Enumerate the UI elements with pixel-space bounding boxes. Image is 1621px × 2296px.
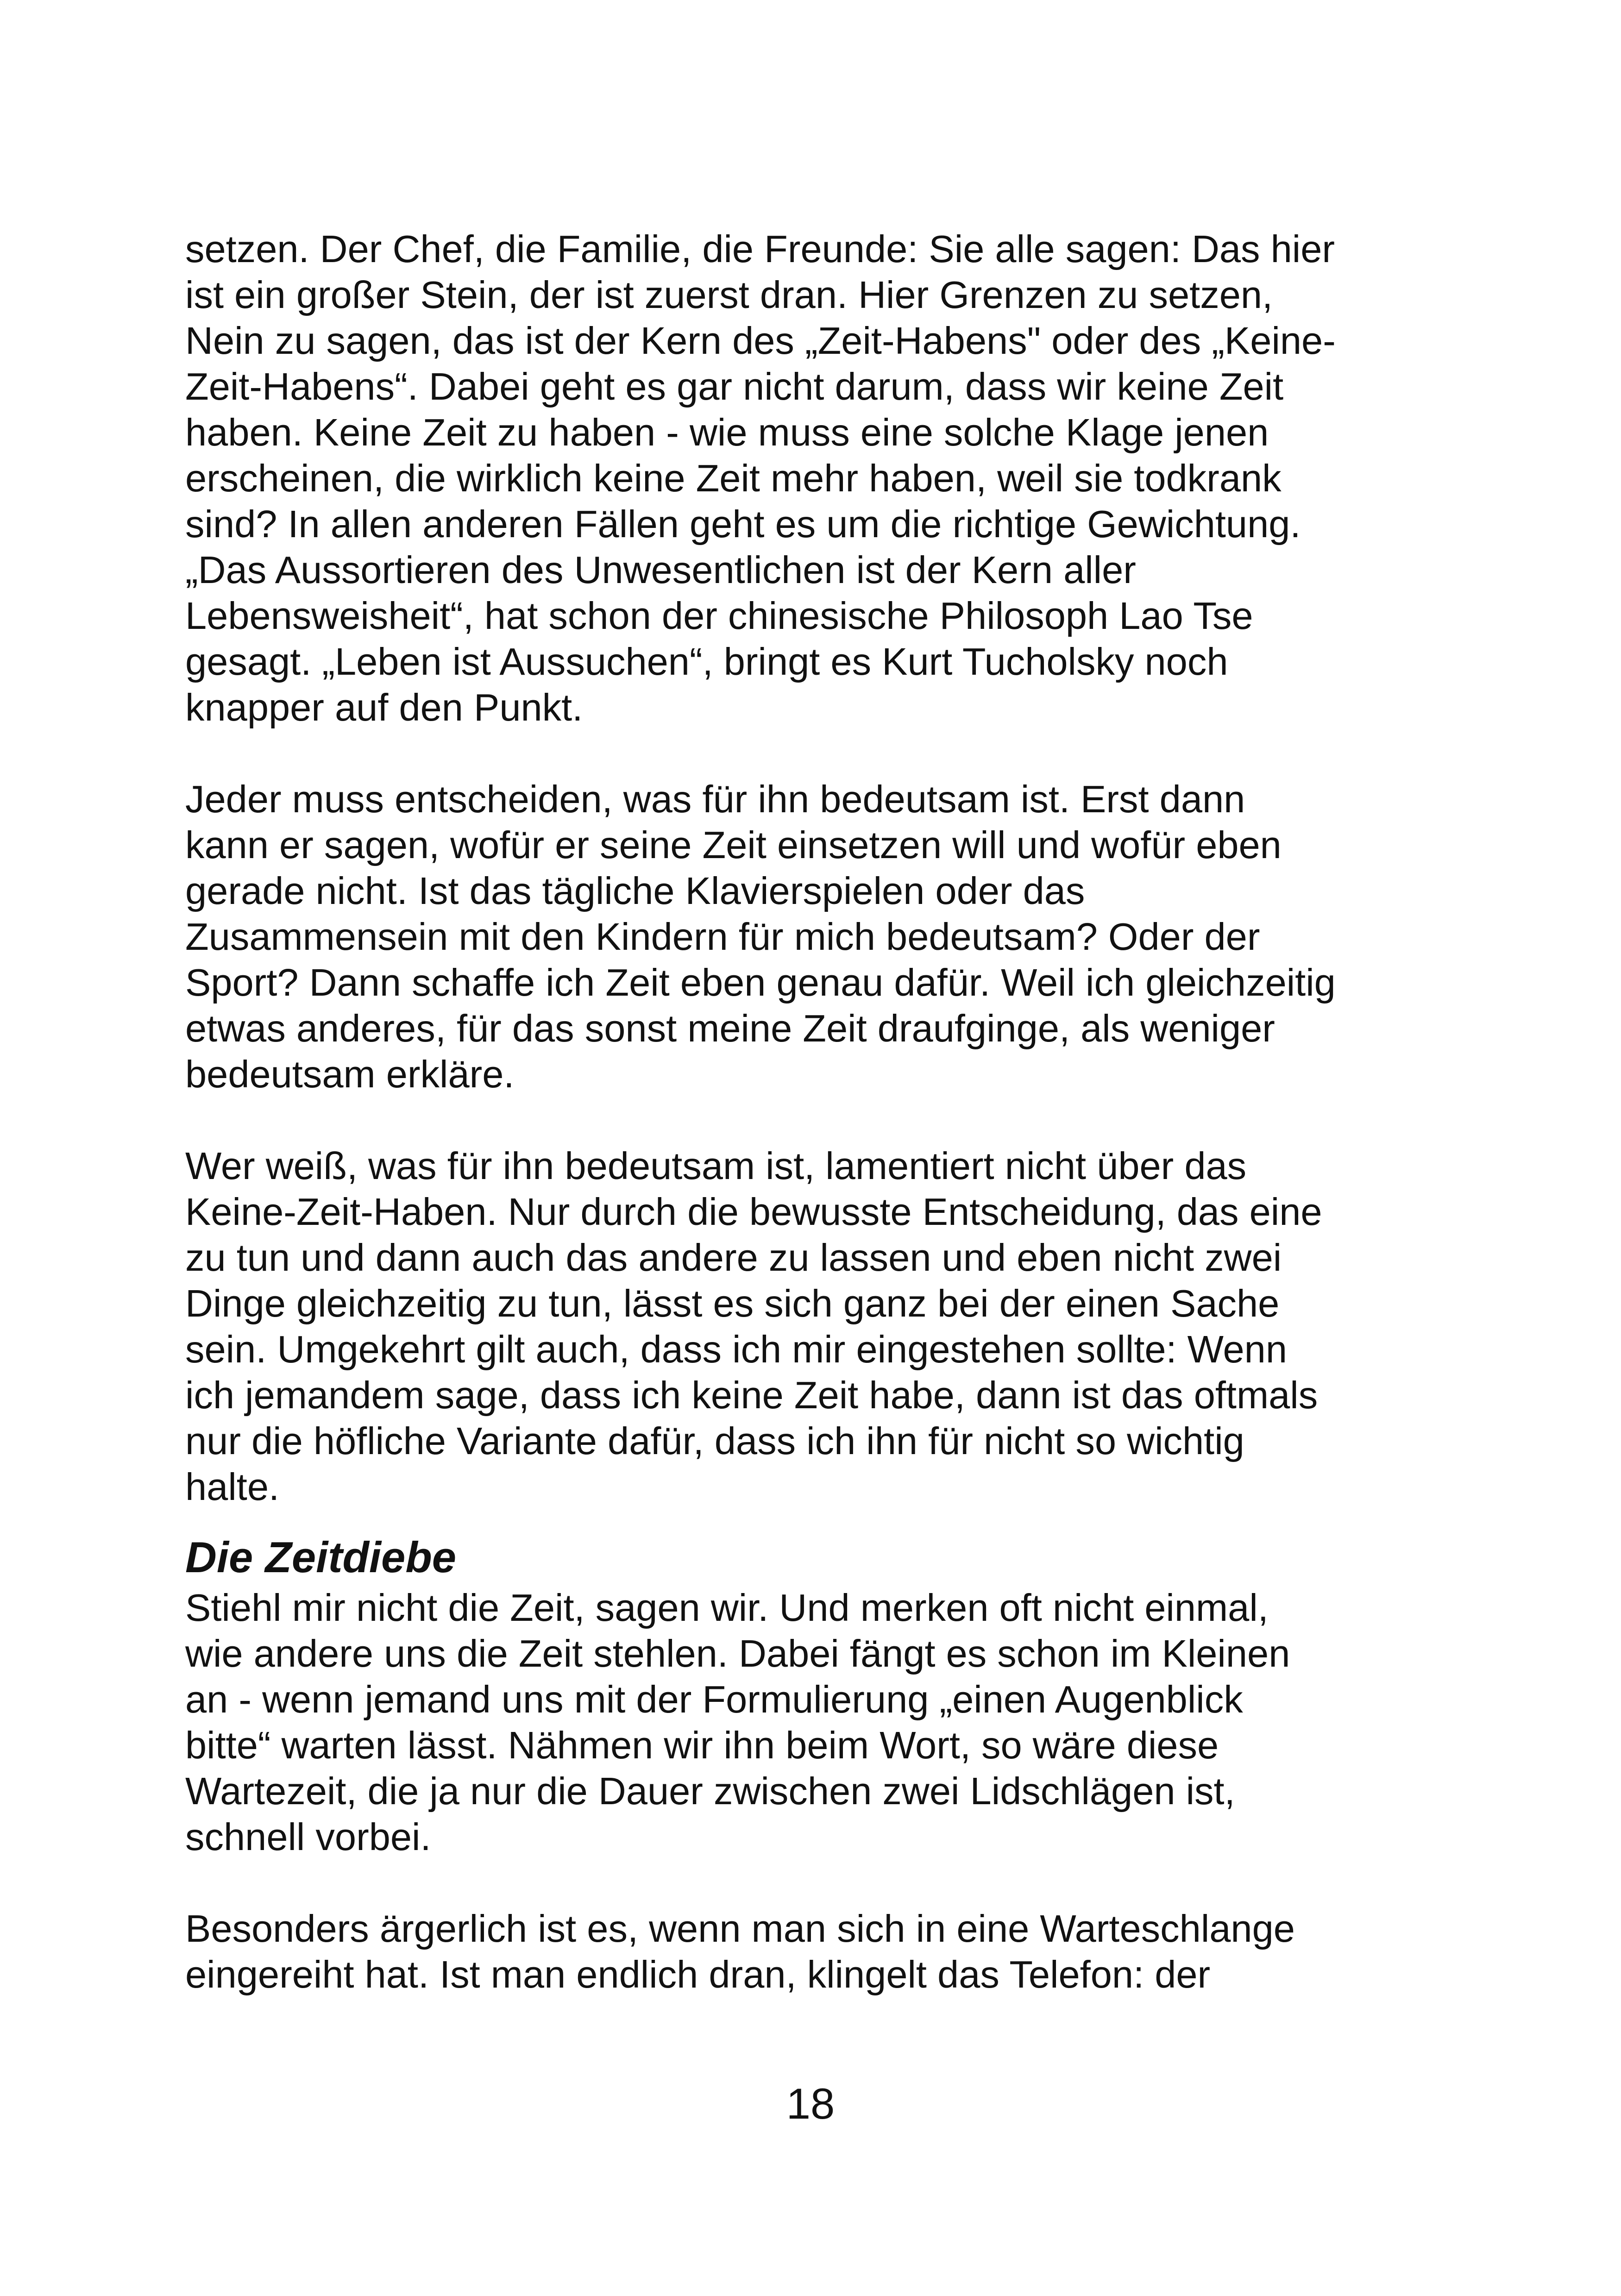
text-line: eingereiht hat. Ist man endlich dran, klingelt das Telefon: der xyxy=(185,1953,1211,1996)
text-line: sind? In allen anderen Fällen geht es um die richtige Gewichtung. xyxy=(185,502,1301,546)
text-line: etwas anderes, für das sonst meine Zeit draufginge, als weniger xyxy=(185,1007,1275,1050)
paragraph-2 xyxy=(185,776,1464,1097)
text-line: wie andere uns die Zeit stehlen. Dabei fängt es schon im Kleinen xyxy=(185,1632,1290,1675)
text-line: ist ein großer Stein, der ist zuerst dran. Hier Grenzen zu setzen, xyxy=(185,273,1273,316)
text-line: knapper auf den Punkt. xyxy=(185,686,583,729)
text-line: Zusammensein mit den Kindern für mich bedeutsam? Oder der xyxy=(185,915,1260,958)
text-line: Dinge gleichzeitig zu tun, lässt es sich ganz bei der einen Sache xyxy=(185,1282,1280,1325)
text-line: halte. xyxy=(185,1465,280,1508)
text-line: erscheinen, die wirklich keine Zeit mehr haben, weil sie todkrank xyxy=(185,457,1282,500)
text-line: Wer weiß, was für ihn bedeutsam ist, lamentiert nicht über das xyxy=(185,1144,1247,1187)
text-line: sein. Umgekehrt gilt auch, dass ich mir eingestehen sollte: Wenn xyxy=(185,1328,1287,1371)
text-line: Stiehl mir nicht die Zeit, sagen wir. Und merken oft nicht einmal, xyxy=(185,1586,1269,1629)
text-line: Sport? Dann schaffe ich Zeit eben genau dafür. Weil ich gleichzeitig xyxy=(185,961,1336,1004)
text-line: Besonders ärgerlich ist es, wenn man sich in eine Warteschlange xyxy=(185,1907,1295,1950)
text-line: zu tun und dann auch das andere zu lassen und eben nicht zwei xyxy=(185,1236,1282,1279)
text-line: gerade nicht. Ist das tägliche Klavierspielen oder das xyxy=(185,869,1085,912)
text-line: Jeder muss entscheiden, was für ihn bedeutsam ist. Erst dann xyxy=(185,778,1245,821)
body-text xyxy=(185,226,1464,1997)
text-line: Zeit-Habens“. Dabei geht es gar nicht darum, dass wir keine Zeit xyxy=(185,365,1284,408)
text-line: gesagt. „Leben ist Aussuchen“, bringt es Kurt Tucholsky noch xyxy=(185,640,1228,683)
paragraph-1 xyxy=(185,226,1464,730)
text-line: kann er sagen, wofür er seine Zeit einsetzen will und wofür eben xyxy=(185,823,1282,866)
text-line: Lebensweisheit“, hat schon der chinesische Philosoph Lao Tse xyxy=(185,594,1253,637)
text-line: an - wenn jemand uns mit der Formulierung „einen Augenblick xyxy=(185,1678,1243,1721)
section-paragraph-1 xyxy=(185,1585,1464,1860)
text-line: Wartezeit, die ja nur die Dauer zwischen zwei Lidschlägen ist, xyxy=(185,1769,1235,1813)
text-line: ich jemandem sage, dass ich keine Zeit habe, dann ist das oftmals xyxy=(185,1374,1318,1417)
text-line: bitte“ warten lässt. Nähmen wir ihn beim Wort, so wäre diese xyxy=(185,1724,1219,1767)
text-line: bedeutsam erkläre. xyxy=(185,1053,515,1096)
text-line: „Das Aussortieren des Unwesentlichen ist der Kern aller xyxy=(185,548,1136,591)
text-line: schnell vorbei. xyxy=(185,1815,431,1858)
paragraph-spacer xyxy=(185,1097,1464,1143)
text-line: haben. Keine Zeit zu haben - wie muss eine solche Klage jenen xyxy=(185,411,1269,454)
text-line: Nein zu sagen, das ist der Kern des „Zeit-Habens" oder des „Keine- xyxy=(185,319,1336,362)
text-line: setzen. Der Chef, die Familie, die Freunde: Sie alle sagen: Das hier xyxy=(185,227,1335,270)
text-line: nur die höfliche Variante dafür, dass ich ihn für nicht so wichtig xyxy=(185,1419,1244,1462)
paragraph-spacer xyxy=(185,1860,1464,1906)
paragraph-3 xyxy=(185,1143,1464,1510)
page-number: 18 xyxy=(786,2079,835,2128)
text-line: Keine-Zeit-Haben. Nur durch die bewusste Entscheidung, das eine xyxy=(185,1190,1322,1233)
section-heading: Die Zeitdiebe xyxy=(185,1533,457,1581)
section-paragraph-2 xyxy=(185,1906,1464,1997)
paragraph-spacer xyxy=(185,730,1464,776)
